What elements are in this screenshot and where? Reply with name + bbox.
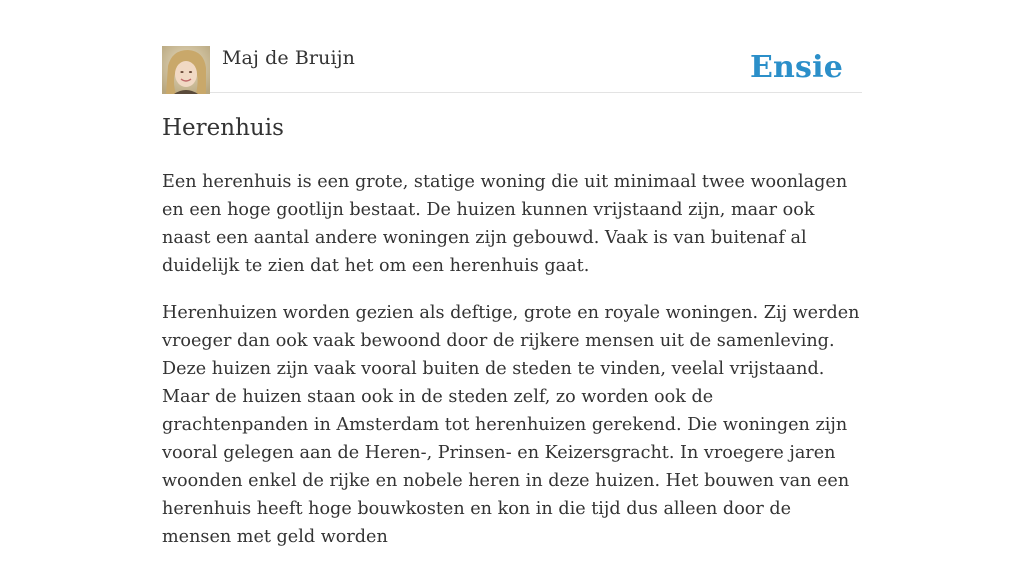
article-paragraph: Herenhuizen worden gezien als deftige, grote en royale woningen. Zij werden vroeger dan ook vaak bewoond door de rijkere mensen uit de samenleving. Deze huizen zijn vaak vooral buiten de steden te vinden, veelal vrijstaand. Maar de huizen staan ook in de steden zelf, zo worden ook de grachtenpanden in Amsterdam tot herenhuizen gerekend. Die woningen zijn vooral gelegen aan de Heren-, Prinsen- en Keizersgracht. In vroegere jaren woonden enkel de rijke en nobele heren in deze huizen. Het bouwen van een herenhuis heeft hoge bouwkosten en kon in die tijd dus alleen door de mensen met geld worden <box>162 303 860 547</box>
avatar-photo <box>162 46 210 94</box>
article-paragraph: Een herenhuis is een grote, statige woning die uit minimaal twee woonlagen en een hoge gootlijn bestaat. De huizen kunnen vrijstaand zijn, maar ook naast een aantal andere woningen zijn gebouwd. Vaak is van buitenaf al duidelijk te zien dat het om een herenhuis gaat. <box>162 172 848 276</box>
article-body <box>162 168 862 570</box>
article-title: Herenhuis <box>162 115 284 141</box>
author-avatar[interactable] <box>162 46 210 94</box>
author-name[interactable]: Maj de Bruijn <box>222 47 355 69</box>
site-logo[interactable]: Ensie <box>749 50 843 85</box>
author-header <box>162 46 862 93</box>
